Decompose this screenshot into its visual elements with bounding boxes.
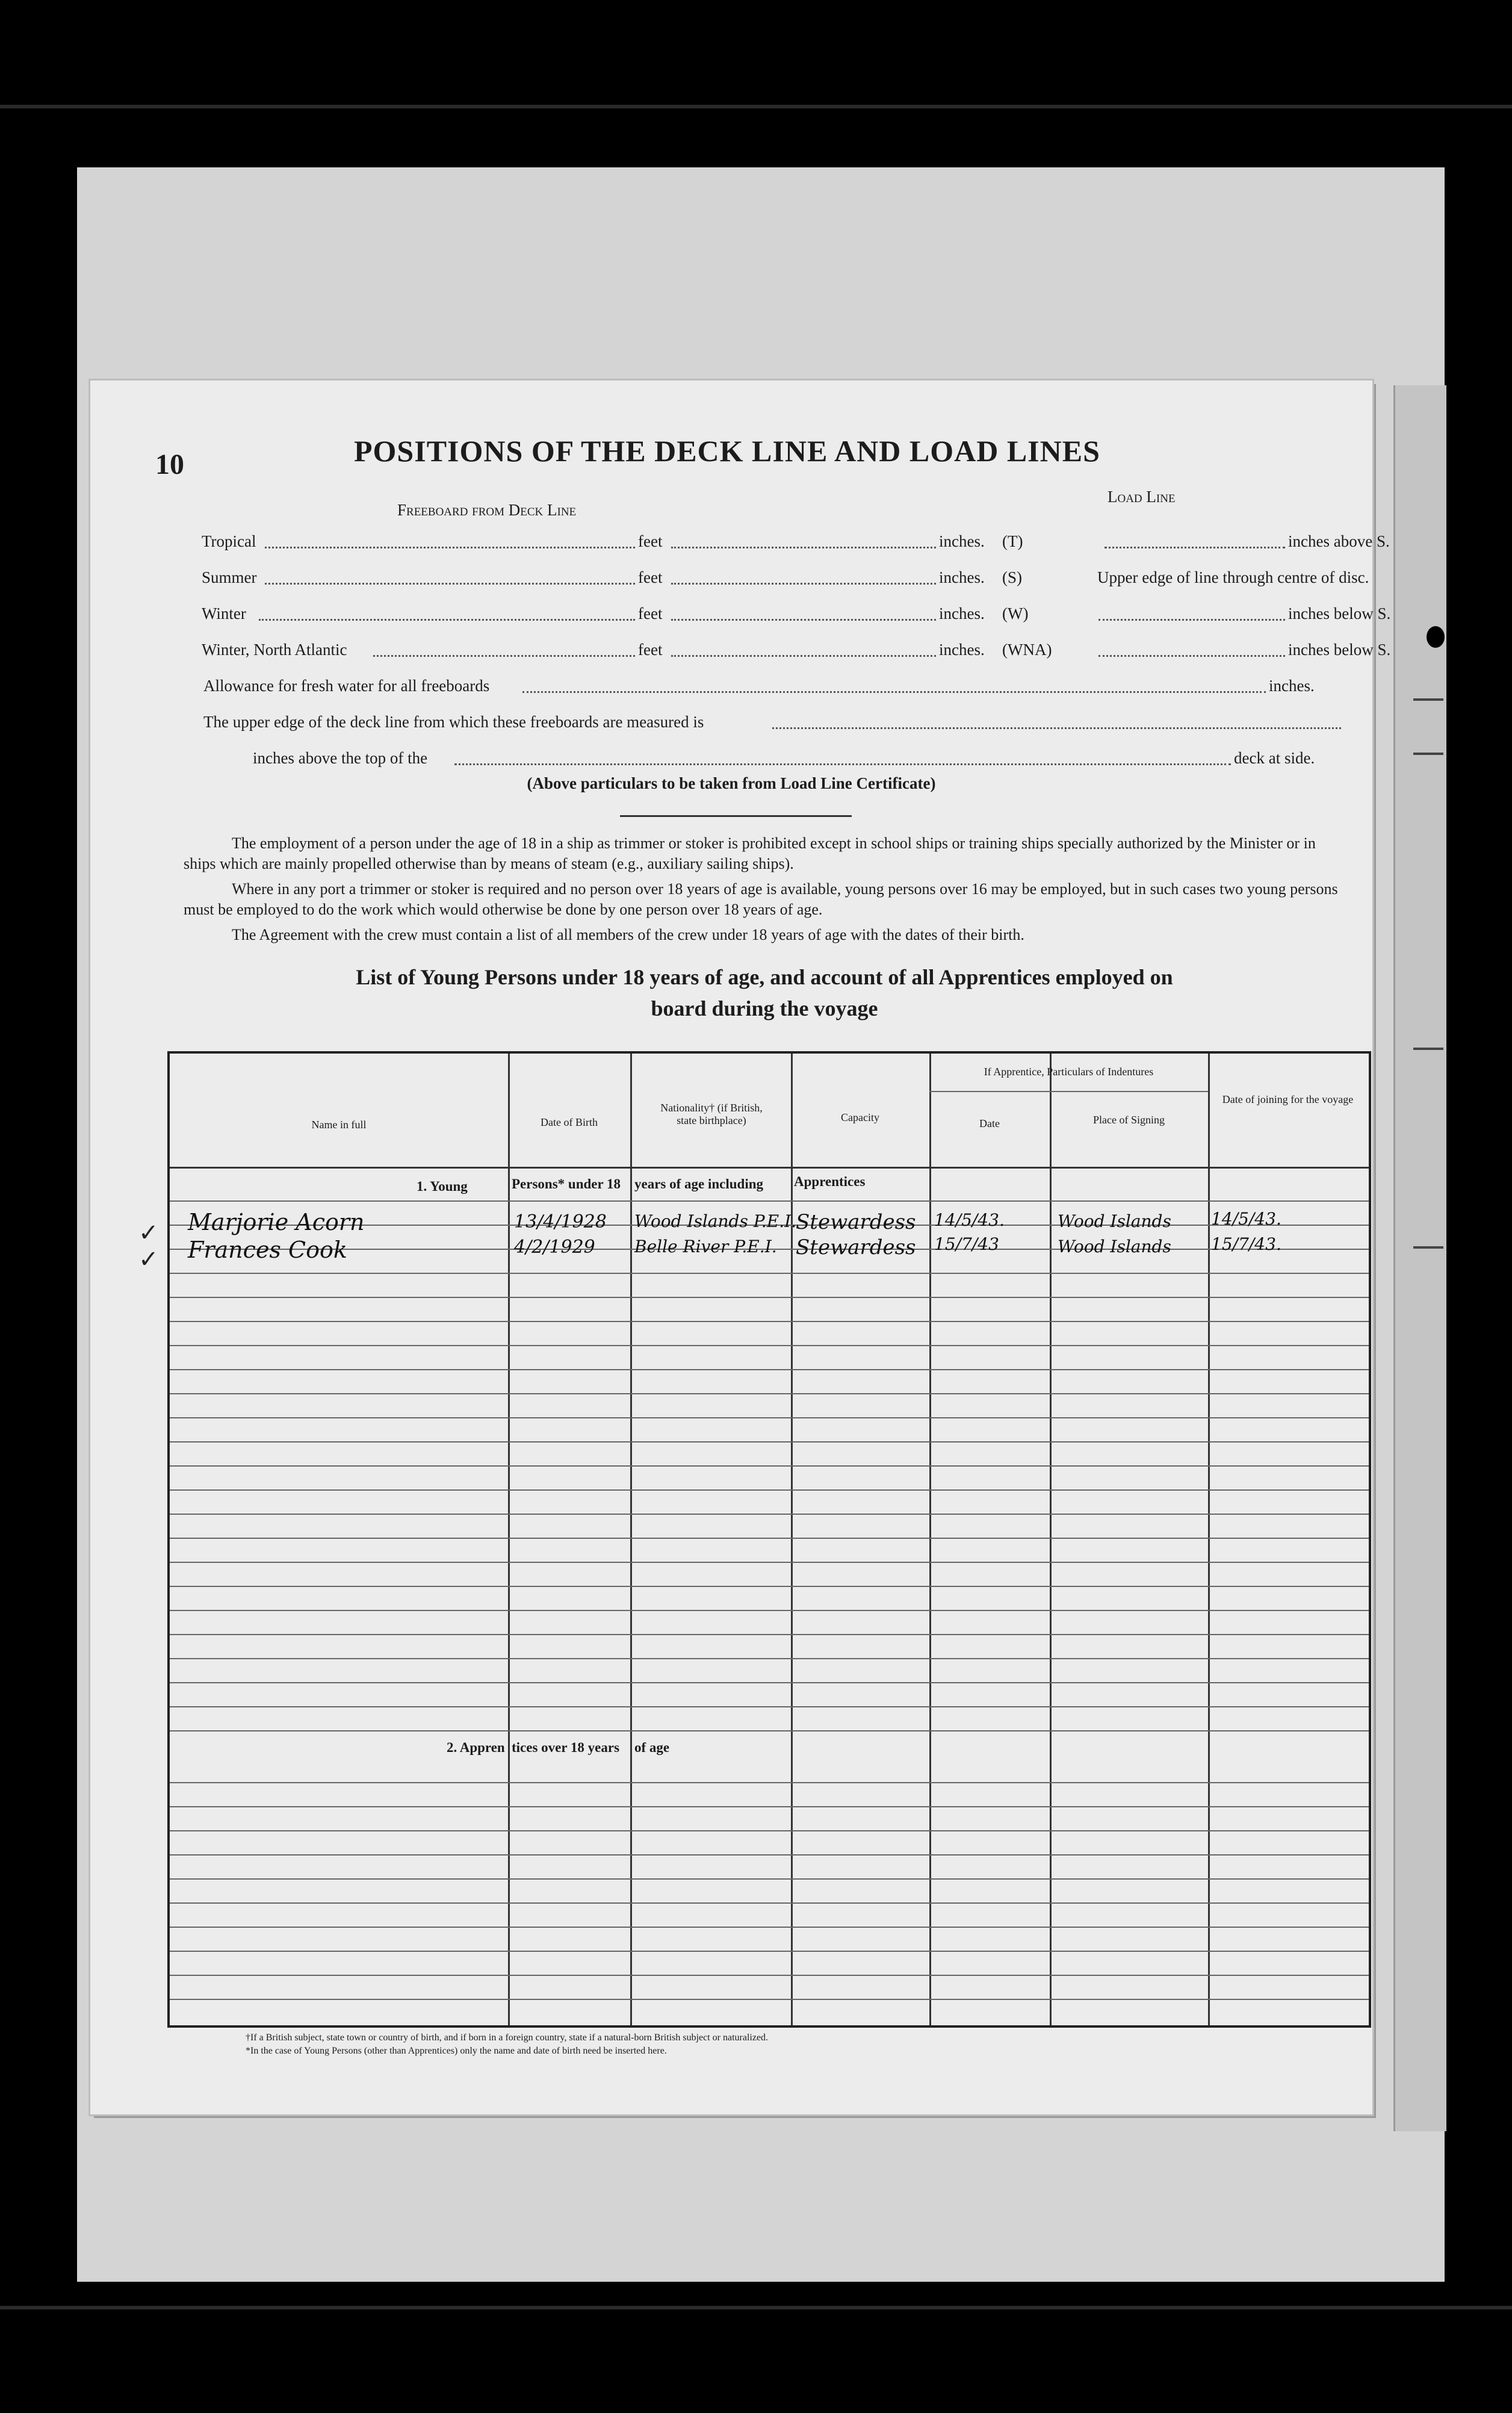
load-line-note: (Above particulars to be taken from Load Line Certificate)	[527, 774, 936, 792]
paragraph-3: The Agreement with the crew must contain a list of all members of the crew under 18 years of age with the dates of their birth.	[232, 926, 1024, 943]
footnote-2: *In the case of Young Persons (other than Apprentices) only the name and date of birth need be inserted here.	[246, 2046, 667, 2056]
entry-2-date: 15/7/43	[934, 1234, 999, 1254]
section1-d: Apprentices	[794, 1174, 866, 1189]
section2-b: tices over 18 years	[512, 1740, 620, 1755]
entry-2-capacity: Stewardess	[796, 1235, 916, 1259]
film-edge-bottom	[0, 2306, 1512, 2309]
list-title-line1: List of Young Persons under 18 years of age, and account of all Apprentices employed on	[356, 965, 1173, 989]
freeboard-header: Freeboard from Deck Line	[397, 501, 577, 519]
entry-2-place: Wood Islands	[1058, 1237, 1171, 1256]
divider	[620, 815, 852, 817]
film-edge-top	[0, 105, 1512, 108]
section2-c: of age	[634, 1740, 670, 1755]
entry-1-capacity: Stewardess	[796, 1210, 916, 1234]
fresh-water-row: Allowance for fresh water for all freeboards inches.	[203, 677, 1315, 695]
freeboard-row-tropical: Tropical feet inches. (T) inches above S.	[202, 532, 1390, 550]
young-persons-table	[167, 1051, 1371, 2028]
entry-1-dob: 13/4/1928	[514, 1211, 607, 1232]
header-nationality: Nationality† (if British, state birthplace)	[660, 1102, 763, 1126]
header-place: Place of Signing	[1093, 1114, 1165, 1126]
page-number: 10	[155, 449, 184, 480]
check-mark-icon: ✓	[138, 1246, 159, 1273]
entry-2-joined: 15/7/43.	[1211, 1234, 1281, 1254]
entry-1-place: Wood Islands	[1058, 1211, 1171, 1231]
paragraph-1: The employment of a person under the age of 18 in a ship as trimmer or stoker is prohibited except in school ships or training ships specially authorized by the Minister or in ships which are mainly propelled otherwise than by means of steam (e.g., auxiliary sailing ships).	[184, 834, 1316, 872]
header-indentures: If Apprentice, Particulars of Indentures	[984, 1066, 1154, 1078]
inches-above-row: inches above the top of the deck at side.	[253, 749, 1315, 767]
entry-2-dob: 4/2/1929	[514, 1237, 595, 1258]
list-title-line2: board during the voyage	[651, 996, 878, 1020]
section1-b: Persons* under 18	[512, 1176, 621, 1191]
freeboard-row-wna: Winter, North Atlantic feet inches. (WNA) inches below S.	[202, 641, 1391, 659]
load-line-row-1: inches above S.	[1288, 532, 1390, 550]
header-joining: Date of joining for the voyage	[1222, 1093, 1354, 1105]
entry-1-name: Marjorie Acorn	[188, 1209, 365, 1235]
header-capacity: Capacity	[841, 1111, 879, 1123]
load-line-row-2: Upper edge of line through centre of disc.	[1097, 568, 1369, 586]
document-page	[90, 380, 1391, 2114]
footnote-1: †If a British subject, state town or country of birth, and if born in a foreign country, state if a natural-born British subject or naturalized.	[246, 2033, 769, 2043]
punch-hole	[1427, 626, 1445, 648]
section1-c: years of age including	[634, 1176, 764, 1191]
load-line-row-4: inches below S.	[1288, 641, 1391, 659]
entry-1-nationality: Wood Islands P.E.I.	[634, 1211, 797, 1231]
freeboard-row-winter: Winter feet inches. (W) inches below S.	[202, 604, 1391, 623]
section1-a: 1. Young	[417, 1179, 468, 1194]
upper-edge-row: The upper edge of the deck line from which these freeboards are measured is	[203, 713, 1347, 734]
header-name: Name in full	[311, 1119, 367, 1131]
header-date: Date	[979, 1117, 1000, 1129]
page-title: POSITIONS OF THE DECK LINE AND LOAD LINES	[354, 434, 1100, 468]
entry-2-nationality: Belle River P.E.I.	[634, 1237, 777, 1256]
load-line-header: Load Line	[1108, 488, 1176, 506]
entry-1-date: 14/5/43.	[934, 1210, 1005, 1230]
load-line-row-3: inches below S.	[1288, 604, 1391, 623]
freeboard-row-summer: Summer feet inches. (S) Upper edge of line through centre of disc.	[202, 568, 1369, 586]
section2-a: 2. Appren	[447, 1740, 505, 1755]
entry-1-joined: 14/5/43.	[1211, 1209, 1281, 1229]
entry-2-name: Frances Cook	[188, 1237, 347, 1263]
header-dob: Date of Birth	[541, 1116, 598, 1128]
check-mark-icon: ✓	[138, 1219, 159, 1246]
paragraph-2: Where in any port a trimmer or stoker is required and no person over 18 years of age is available, young persons over 16 may be employed, but in such cases two young persons must be employed to do the work which would otherwise be done by one person over 18 years of age.	[184, 880, 1338, 918]
